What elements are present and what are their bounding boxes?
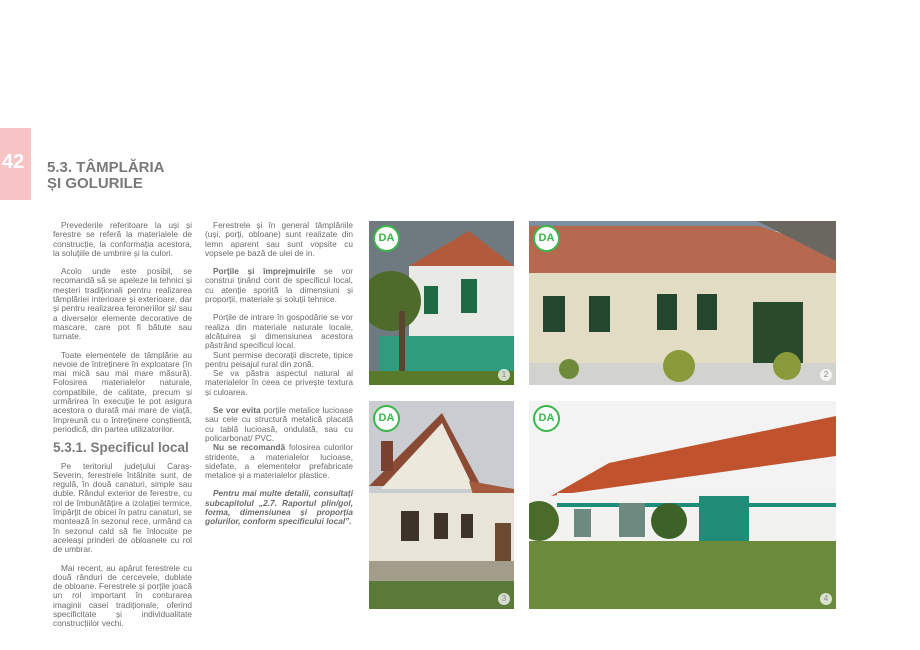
- paragraph: Mai recent, au apărut ferestrele cu două rânduri de cercevele, dublate de obloane. Ferestrele și porțile joacă un rol important în conturarea imaginii casei tradiționale, oferind specificitate și individualitate construcțiilor vechi.: [53, 562, 192, 629]
- approved-badge: DA: [533, 225, 560, 252]
- photo-house-2: [529, 221, 836, 385]
- page-number: 42: [2, 151, 25, 173]
- photo-number: 4: [820, 593, 832, 605]
- photo-number: 1: [498, 369, 510, 381]
- title-line-1: 5.3. TÂMPLĂRIA: [47, 159, 165, 176]
- subheading: 5.3.1. Specificul local: [53, 440, 189, 456]
- paragraph: Se va păstra aspectul natural al materialelor în ceea ce privește textura și culoarea.: [205, 368, 353, 397]
- paragraph: Se vor evita porțile metalice lucioase sau cele cu structură metalică placată cu tablă lucioasă, ondulată, sau cu policarbonat/ PVC.: [205, 405, 353, 443]
- title-line-2: ȘI GOLURILE: [47, 175, 143, 192]
- photo-number: 2: [820, 369, 832, 381]
- section-title: [47, 160, 165, 192]
- paragraph: Prevederile referitoare la uși și ferestre se referă la materialele de construcție, la conformația acestora, la soluțiile de umbrire și la culori.: [53, 220, 192, 258]
- middle-column: [205, 221, 353, 536]
- approved-badge: DA: [373, 225, 400, 252]
- bold-lead: Nu se recomandă: [213, 442, 286, 453]
- paragraph: Sunt permise decorații discrete, tipice pentru peisajul rural din zonă.: [205, 349, 353, 369]
- paragraph: Porțile de intrare în gospodărie se vor realiza din materiale naturale locale, alcătuirea și dimensiunea acestora păstrând specificul local.: [205, 312, 353, 351]
- approved-badge: DA: [373, 405, 400, 432]
- paragraph: Porțile și împrejmuirile se vor construi ținând cont de specificul local, cu atenție sporită la dimensiuni și proporții, materiale și soluții tehnice.: [205, 266, 354, 305]
- paragraph: Toate elementele de tâmplărie au nevoie de întreținere în exploatare (în mai mică sau mai mare măsură). Folosirea materialelor naturale, compatibile, de calitate, precum și urmărirea în execuție le pot asigura acestora o durată mai mare de viață, împreună cu o întreținere conștientă, periodică, din partea utilizatorilor.: [53, 349, 192, 434]
- approved-badge: DA: [533, 405, 560, 432]
- paragraph: Nu se recomandă folosirea culorilor stridente, a materialelor lucioase, sidefate, a elementelor prefabricate metalice și a materialelor plastice.: [205, 442, 353, 481]
- photo-house-4: [529, 401, 836, 609]
- reference-note: Pentru mai multe detalii, consultați subcapitolul „2.7. Raportul plin/gol, forma, dimensiunea și proporția golurilor, conform specificului local”.: [205, 488, 353, 527]
- photo-house-3: [369, 401, 514, 609]
- paragraph: Pe teritoriul județului Caraș-Severin, ferestrele întâlnite sunt, de regulă, în două canaturi, simple sau duble. Rândul exterior de ferestre, cu rol de îmbunătățire a izolației termice, împărțit de obicei în patru canaturi, se montează în sezonul rece, urmând ca în sezonul cald să fie înlocuite pe aceleași prinderi de obloanele cu rol de umbrar.: [53, 460, 192, 555]
- paragraph: Ferestrele și în general tâmplăriile (uși, porți, obloane) sunt realizate din lemn aparent sau sunt vopsite cu vopsele pe bază de ulei de in.: [205, 220, 353, 258]
- bold-lead: Porțile și împrejmuirile: [213, 266, 316, 277]
- left-column: [53, 221, 192, 638]
- photo-house-1: [369, 221, 514, 385]
- paragraph: Acolo unde este posibil, se recomandă să se apeleze la tehnici și meșteri tradiționali pentru realizarea tâmplăriei interioare și exterioare, dar și pentru realizarea feroneriilor și/ sau a diverselor elemente decorative de mascare, care pot fi bătute sau turnate.: [53, 266, 192, 342]
- photo-number: 3: [498, 593, 510, 605]
- bold-lead: Se vor evita: [213, 405, 261, 416]
